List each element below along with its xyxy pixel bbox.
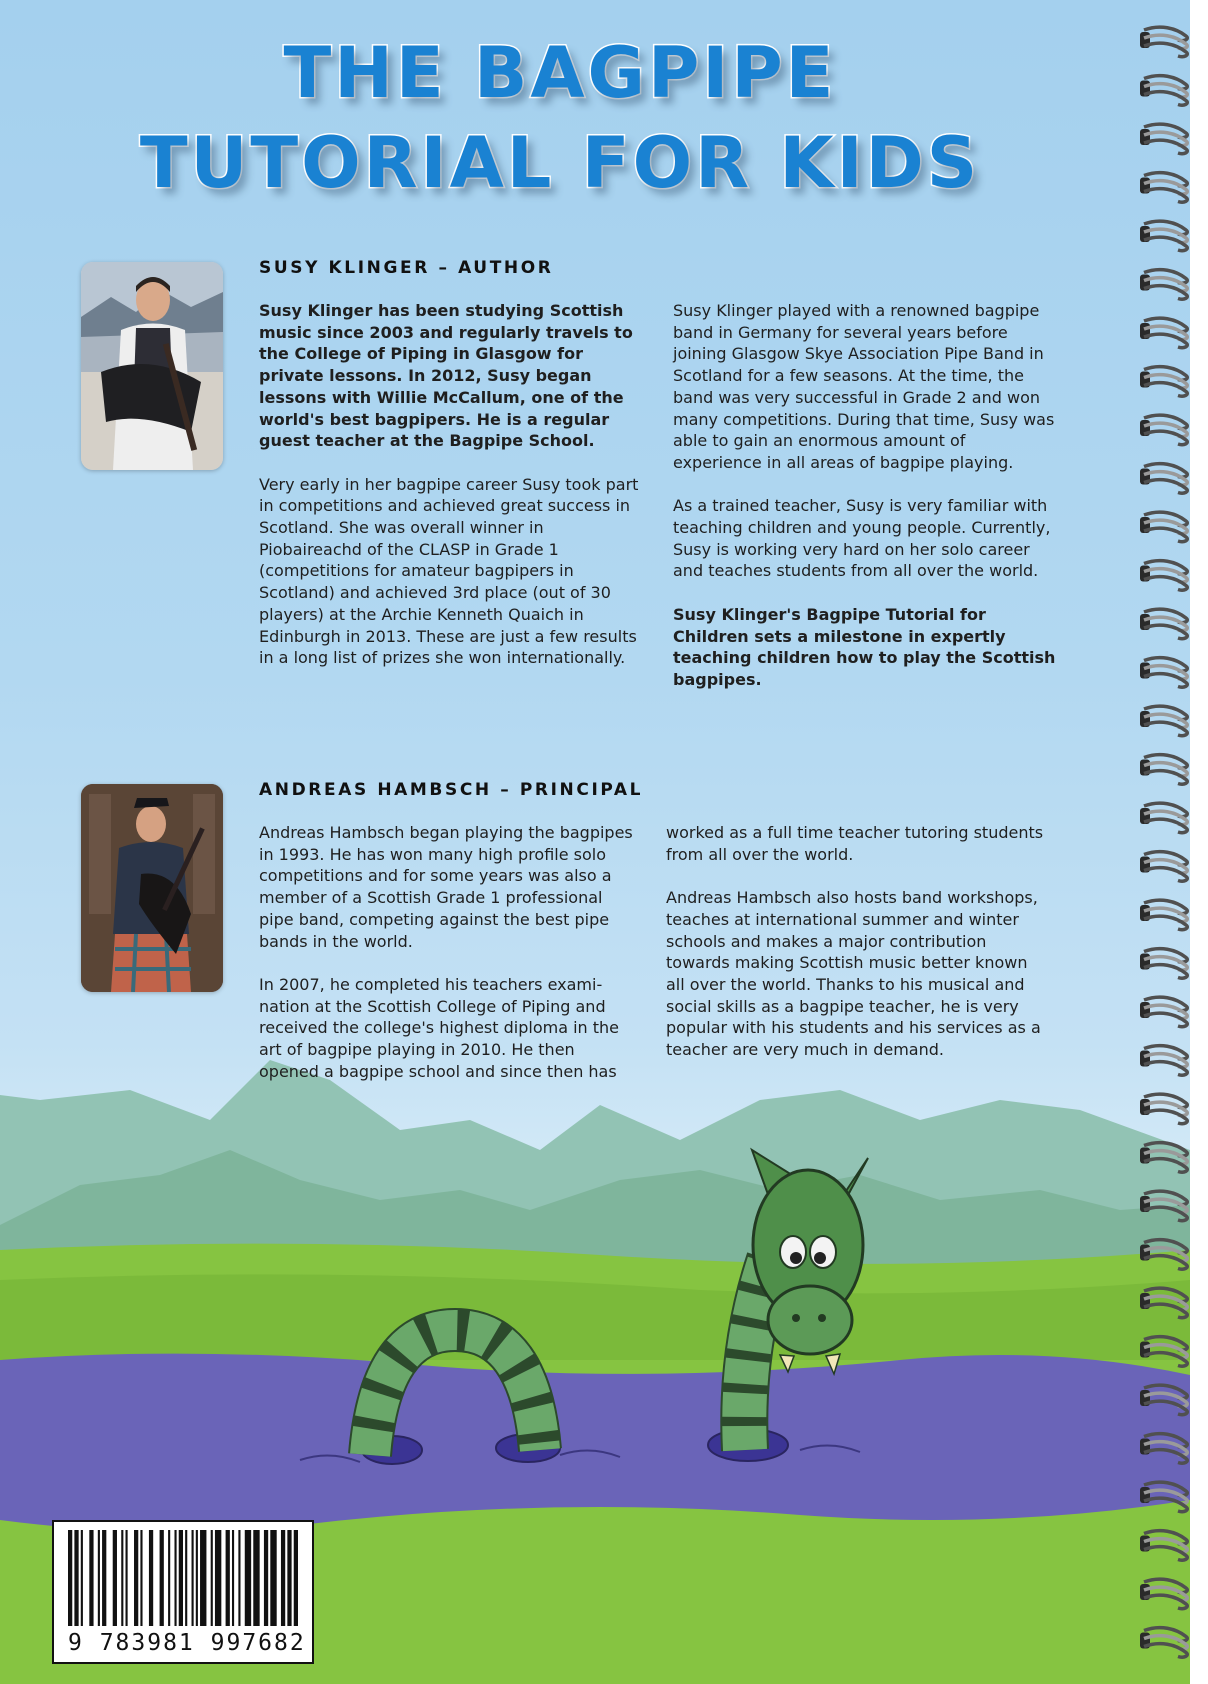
author-bio-left-column [259, 300, 643, 691]
spiral-ring-icon [1140, 173, 1187, 203]
barcode-bar [179, 1530, 183, 1626]
river [0, 1354, 1190, 1532]
principal-heading: ANDREAS HAMBSCH – PRINCIPAL [259, 780, 644, 800]
barcode-bar [149, 1530, 153, 1626]
barcode-bar [253, 1530, 259, 1626]
barcode-bar [232, 1530, 234, 1626]
spiral-ring-icon [1140, 318, 1187, 348]
spiral-ring-icon [1140, 1191, 1187, 1221]
spiral-ring-icon [1140, 1046, 1187, 1076]
barcode-bar [113, 1530, 117, 1626]
spiral-ring-icon [1140, 997, 1187, 1027]
spiral-ring-icon [1140, 415, 1187, 445]
barcode-bar [287, 1530, 291, 1626]
spiral-ring-icon [1140, 755, 1187, 785]
spiral-ring-icon [1140, 1482, 1187, 1512]
spiral-ring-icon [1140, 706, 1187, 736]
author-photo [81, 262, 223, 470]
spiral-ring-icon [1140, 1288, 1187, 1318]
barcode-bar [192, 1530, 194, 1626]
barcode-bar [81, 1530, 83, 1626]
author-bio-paragraph: Susy Klinger's Bagpipe Tutorial for Children sets a milestone in expertly teaching children how to play the Scottish bagpipes. [673, 604, 1056, 689]
barcode-bar [121, 1530, 123, 1626]
barcode-bar [134, 1530, 138, 1626]
barcode-bar [238, 1530, 240, 1626]
barcode [52, 1520, 314, 1664]
spiral-ring-icon [1140, 1531, 1187, 1561]
spiral-ring-icon [1140, 1628, 1187, 1658]
spiral-ring-icon [1140, 27, 1187, 57]
barcode-bar [89, 1530, 93, 1626]
barcode-bar [126, 1530, 128, 1626]
spiral-ring-icon [1140, 1337, 1187, 1367]
spiral-ring-icon [1140, 1385, 1187, 1415]
barcode-icon [66, 1530, 300, 1628]
cover-title [80, 28, 1040, 208]
barcode-bar [196, 1530, 198, 1626]
barcode-bar [102, 1530, 106, 1626]
spiral-ring-icon [1140, 1240, 1187, 1270]
principal-bio-paragraph: In 2007, he completed his teachers examination at the Scottish College of Piping and received the college's highest diploma in the art of bagpipe playing in 2010. He then opened a bagpipe school and since then has [259, 974, 620, 1081]
barcode-bar [140, 1530, 142, 1626]
principal-photo [81, 784, 223, 992]
title-line-1: THE BAGPIPE [283, 32, 837, 114]
barcode-bar [211, 1530, 213, 1626]
author-bio-paragraph: Susy Klinger played with a renowned bagpipe band in Germany for several years before joining Glasgow Skye Association Pipe Band in Scotland for a few seasons. At the time, the band was very successful in Grade 2 and won many competitions. During that time, Susy was able to gain an enormous amount of experience in all areas of bagpipe playing. [673, 301, 1055, 472]
barcode-bar [74, 1530, 78, 1626]
spiral-ring-icon [1140, 464, 1187, 494]
barcode-number: 9 783981 997682 [68, 1630, 306, 1656]
principal-bio-paragraph: worked as a full time teacher tutoring students from all over the world. [666, 823, 1044, 864]
principal-bio-paragraph: Andreas Hambsch also hosts band workshops, teaches at international summer and winter schools and makes a major contribution towards making Scottish music better known all over the world. Thanks to his musical and social skills as a bagpipe teacher, he is very popular with his students and his services as a teacher are very much in demand. [666, 888, 1041, 1060]
spiral-ring-icon [1140, 1434, 1187, 1464]
spiral-ring-icon [1140, 1094, 1187, 1124]
barcode-bar [168, 1530, 170, 1626]
principal-bio-right-column [666, 822, 1051, 1082]
author-heading: SUSY KLINGER – AUTHOR [259, 258, 554, 278]
principal-bio-paragraph: Andreas Hambsch began playing the bagpipes in 1993. He has won many high profile solo competitions and for some years was also a member of a Scottish Grade 1 professional pipe band, competing against the best pipe bands in the world. [259, 823, 633, 951]
spiral-ring-icon [1140, 221, 1187, 251]
spiral-ring-icon [1140, 270, 1187, 300]
barcode-bar [226, 1530, 230, 1626]
spiral-ring-icon [1140, 367, 1187, 397]
spiral-ring-icon [1140, 1579, 1187, 1609]
title-line-2: TUTORIAL FOR KIDS [139, 122, 981, 204]
barcode-bar [294, 1530, 298, 1626]
barcode-bar [215, 1530, 221, 1626]
barcode-bar [264, 1530, 268, 1626]
spiral-ring-icon [1140, 76, 1187, 106]
author-bio-right-column [673, 300, 1058, 712]
spiral-binding-icon [1140, 0, 1208, 1684]
spiral-ring-icon [1140, 949, 1187, 979]
barcode-bar [174, 1530, 176, 1626]
barcode-bar [98, 1530, 100, 1626]
spiral-ring-icon [1140, 1143, 1187, 1173]
barcode-bar [281, 1530, 285, 1626]
spiral-ring-icon [1140, 561, 1187, 591]
barcode-bar [270, 1530, 276, 1626]
barcode-bar [68, 1530, 72, 1626]
barcode-bar [185, 1530, 187, 1626]
spiral-ring-icon [1140, 124, 1187, 154]
barcode-bar [200, 1530, 206, 1626]
author-bio-paragraph: As a trained teacher, Susy is very familiar with teaching children and young people. Currently, Susy is working very hard on her solo career and teaches students from all over the world. [673, 496, 1051, 581]
spiral-ring-icon [1140, 852, 1187, 882]
principal-bio-left-column [259, 822, 639, 1104]
barcode-bar [245, 1530, 251, 1626]
author-bio-paragraph: Susy Klinger has been studying Scottish music since 2003 and regularly travels to the College of Piping in Glasgow for private lessons. In 2012, Susy began lessons with Willie McCallum, one of the world's best bagpipers. He is a regular guest teacher at the Bagpipe School. [259, 301, 633, 451]
spiral-ring-icon [1140, 512, 1187, 542]
spiral-ring-icon [1140, 658, 1187, 688]
author-bio-paragraph: Very early in her bagpipe career Susy took part in competitions and achieved great success in Scotland. She was overall winner in Piobaireachd of the CLASP in Grade 1 (competitions for amateur bagpipers in Scotland) and achieved 3rd place (out of 30 players) at the Archie Kenneth Quaich in Edinburgh in 2013. These are just a few results in a long list of prizes she won internationally. [259, 474, 639, 668]
spiral-ring-icon [1140, 609, 1187, 639]
spiral-ring-icon [1140, 900, 1187, 930]
barcode-bar [160, 1530, 164, 1626]
spiral-ring-icon [1140, 803, 1187, 833]
